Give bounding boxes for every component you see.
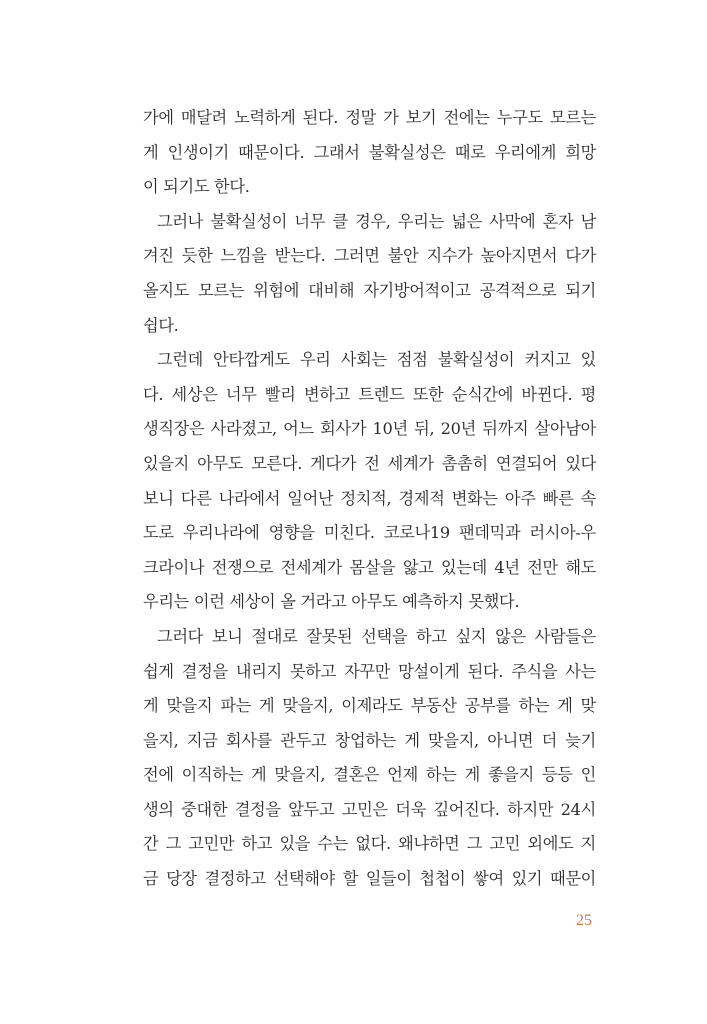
text-line: 다. 세상은 너무 빨리 변하고 트렌드 또한 순식간에 바뀐다. 평 [143, 384, 596, 404]
text-line: 도로 우리나라에 영향을 미친다. 코로나19 팬데믹과 러시아-우 [143, 523, 596, 543]
text-line: 을지, 지금 회사를 관두고 창업하는 게 맞을지, 아니면 더 늦기 [143, 730, 596, 750]
text-line: 생의 중대한 결정을 앞두고 고민은 더욱 깊어진다. 하지만 24시 [143, 799, 596, 819]
text-line: 가에 매달려 노력하게 된다. 정말 가 보기 전에는 누구도 모르는 [143, 108, 596, 127]
text-line: 겨진 듯한 느낌을 받는다. 그러면 불안 지수가 높아지면서 다가 [143, 246, 596, 266]
text-line: 금 당장 결정하고 선택해야 할 일들이 첩첩이 쌓여 있기 때문이 [143, 869, 596, 889]
text-line: 있을지 아무도 모른다. 게다가 전 세계가 촘촘히 연결되어 있다 [143, 453, 596, 473]
text-line: 그러다 보니 절대로 잘못된 선택을 하고 싶지 않은 사람들은 [157, 626, 596, 646]
text-line: 쉽다. [143, 315, 179, 335]
text-line: 게 인생이기 때문이다. 그래서 불확실성은 때로 우리에게 희망 [143, 142, 596, 162]
body-text [143, 101, 596, 897]
text-line: 보니 다른 나라에서 일어난 정치적, 경제적 변화는 아주 빠른 속 [143, 488, 596, 508]
page-number: 25 [576, 912, 592, 929]
text-line: 우리는 이런 세상이 올 거라고 아무도 예측하지 못했다. [143, 592, 520, 612]
text-line: 그런데 안타깝게도 우리 사회는 점점 불확실성이 커지고 있 [157, 350, 596, 370]
text-line: 쉽게 결정을 내리지 못하고 자꾸만 망설이게 된다. 주식을 사는 [143, 661, 596, 681]
text-line: 생직장은 사라졌고, 어느 회사가 10년 뒤, 20년 뒤까지 살아남아 [143, 419, 596, 439]
text-line: 전에 이직하는 게 맞을지, 결혼은 언제 하는 게 좋을지 등등 인 [143, 765, 596, 785]
text-line: 이 되기도 한다. [143, 177, 250, 197]
text-line: 그러나 불확실성이 너무 클 경우, 우리는 넓은 사막에 혼자 남 [157, 211, 596, 231]
text-line: 게 맞을지 파는 게 맞을지, 이제라도 부동산 공부를 하는 게 맞 [143, 696, 596, 716]
text-line: 간 그 고민만 하고 있을 수는 없다. 왜냐하면 그 고민 외에도 지 [143, 834, 596, 854]
text-line: 크라이나 전쟁으로 전세계가 몸살을 앓고 있는데 4년 전만 해도 [143, 557, 596, 577]
text-line: 올지도 모르는 위험에 대비해 자기방어적이고 공격적으로 되기 [143, 280, 596, 300]
